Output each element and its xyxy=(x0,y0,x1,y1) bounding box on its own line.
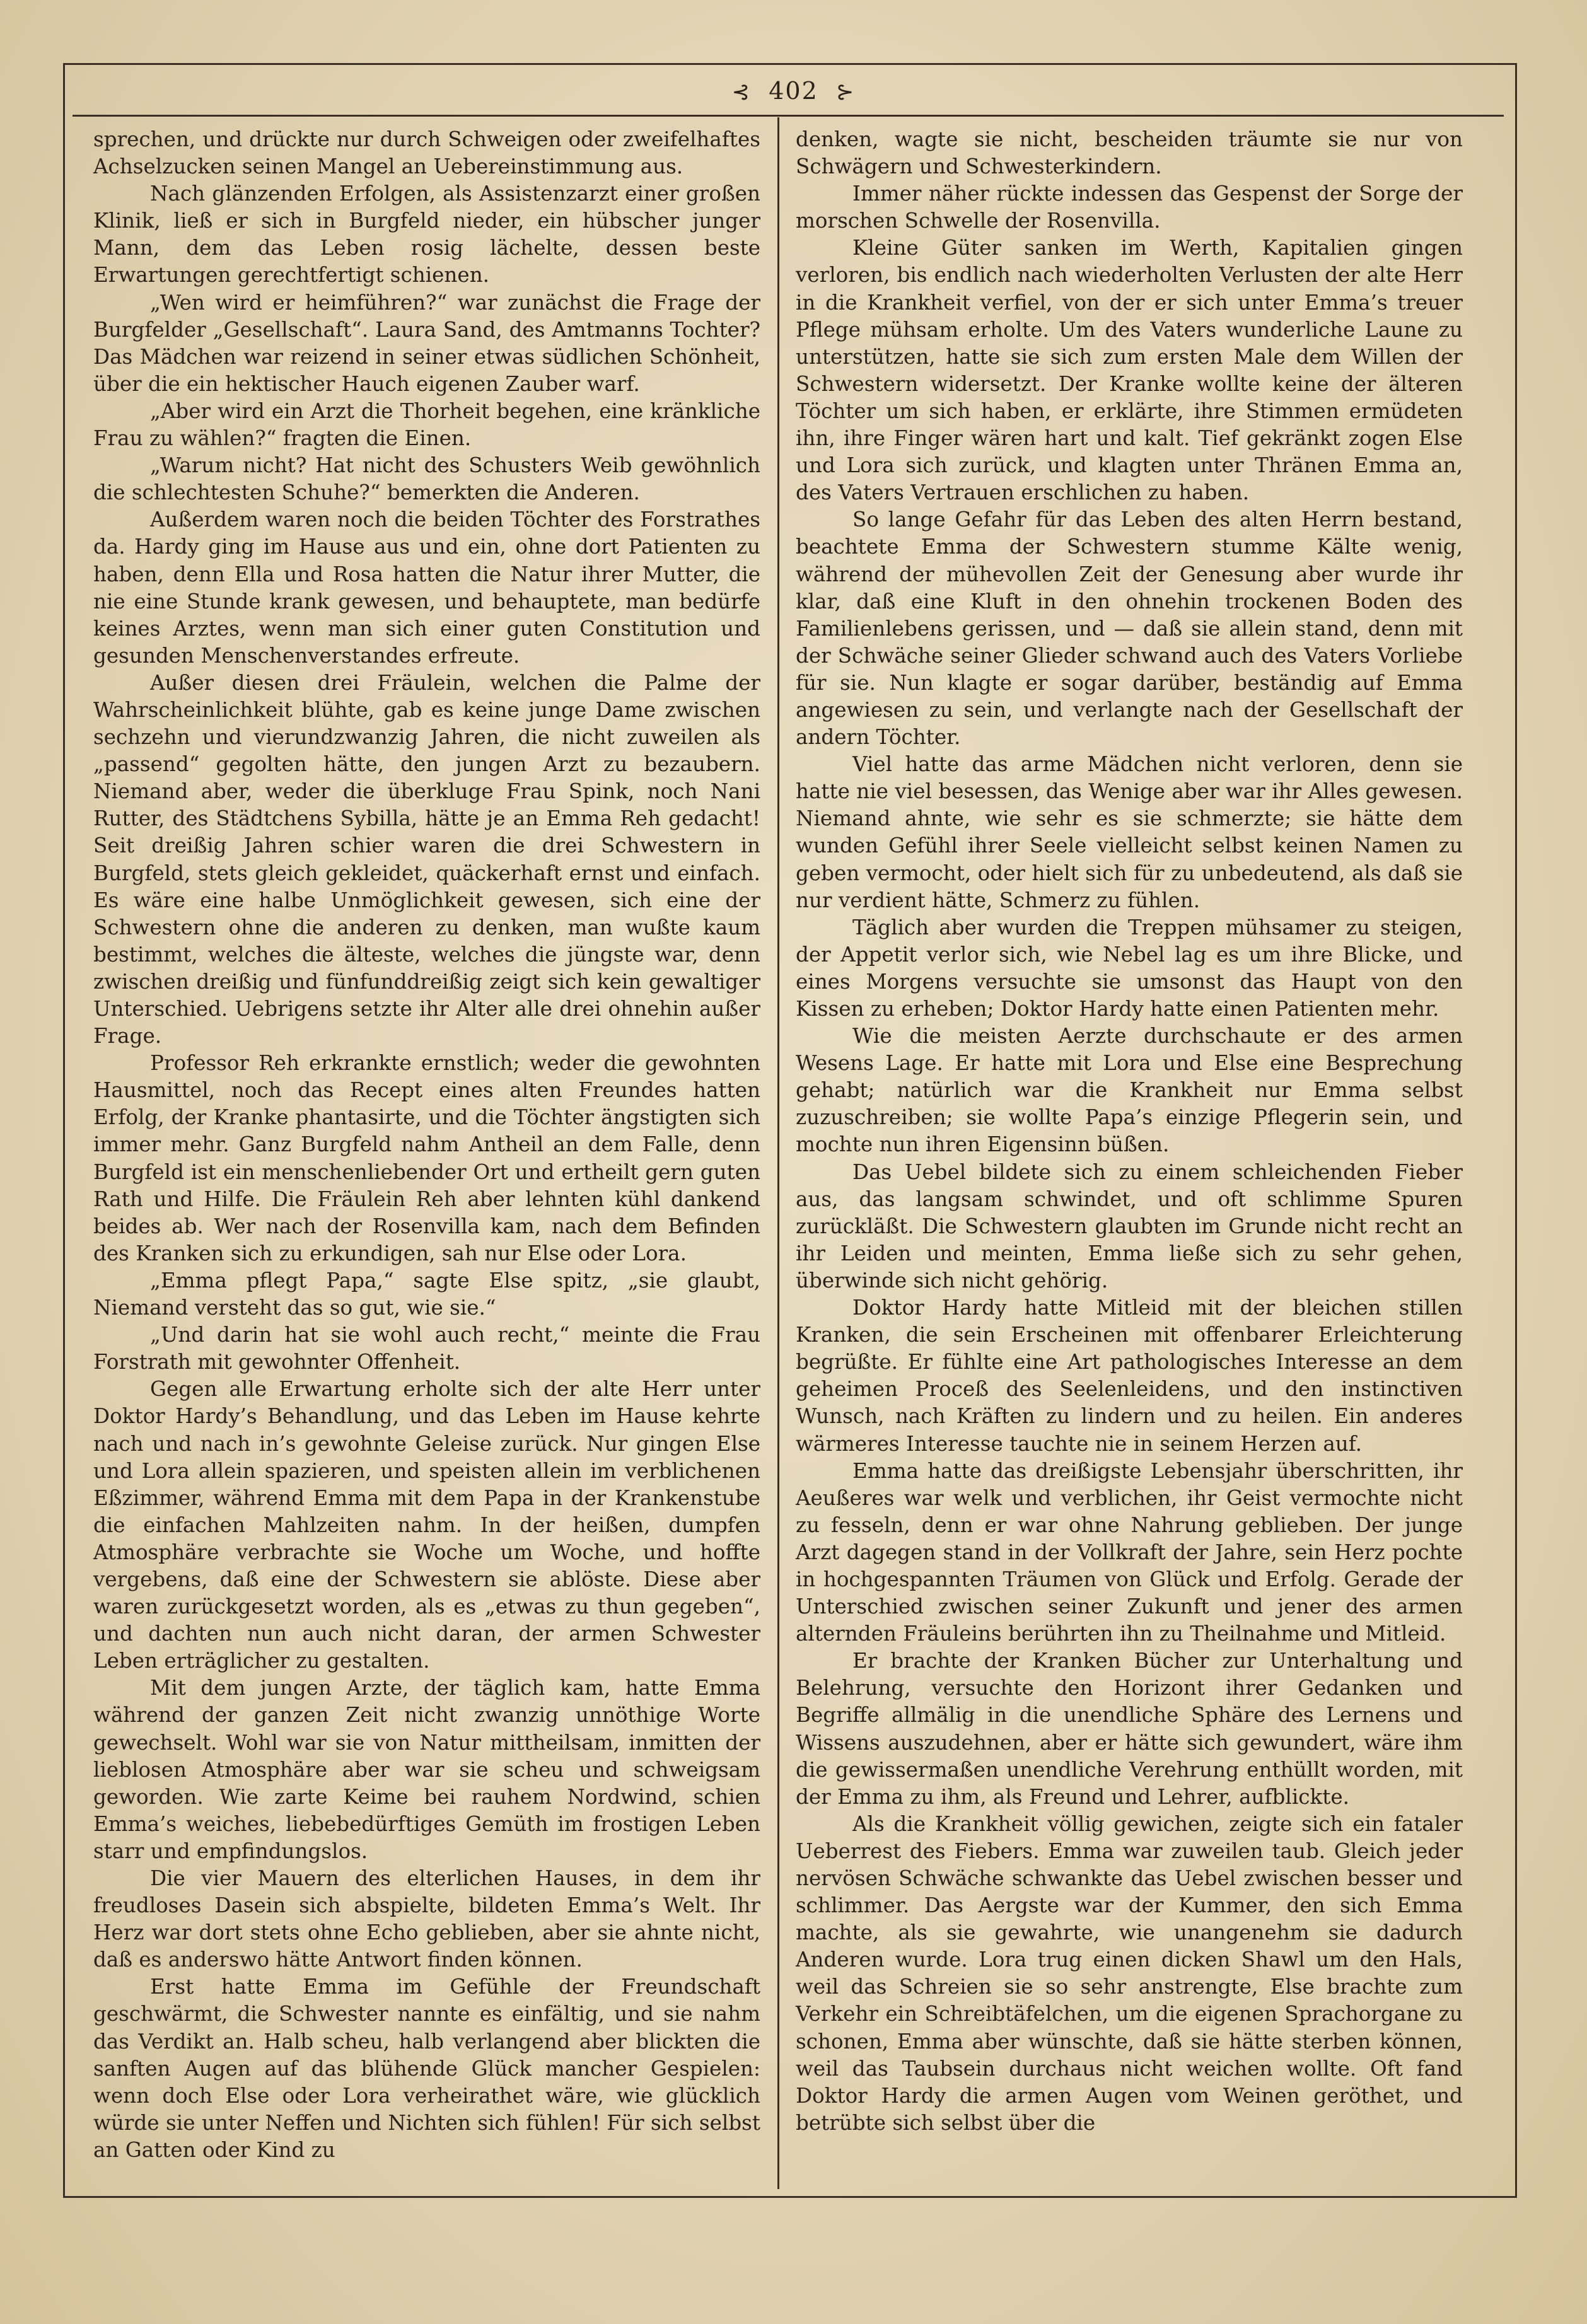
ornament-right: ⊱ xyxy=(835,79,856,105)
paragraph: Viel hatte das arme Mädchen nicht verloren, denn sie hatte nie viel besessen, das Wenige aber war ihr Alles gewesen. Niemand ahnte, wie sehr es sie schmerzte; sie hätte dem wunden Gefühl ihrer Seele vielleicht selbst keinen Namen zu geben vermocht, oder hielt sich für zu unbedeutend, als daß sie nur verdient hätte, Schmerz zu fühlen. xyxy=(796,752,1463,912)
paragraph: Doktor Hardy hatte Mitleid mit der bleichen stillen Kranken, die sein Erscheinen mit offenbarer Erleichterung begrüßte. Er fühlte eine Art pathologisches Interesse an dem geheimen Proceß des Seelenleidens, und den instinctiven Wunsch, nach Kräften zu lindern und zu heilen. Ein anderes wärmeres Interesse tauchte nie in seinem Herzen auf. xyxy=(796,1296,1463,1456)
column-divider xyxy=(777,117,779,2189)
paragraph: Professor Reh erkrankte ernstlich; weder die gewohnten Hausmittel, noch das Recept eines alten Freundes hatten Erfolg, der Kranke phantasirte, und die Töchter ängstigten sich immer mehr. Ganz Burgfeld nahm Antheil an dem Falle, denn Burgfeld ist ein menschenliebender Ort und ertheilt gern guten Rath und Hilfe. Die Fräulein Reh aber lehnten kühl dankend beides ab. Wer nach der Rosenvilla kam, nach dem Befinden des Kranken sich zu erkundigen, sah nur Else oder Lora. xyxy=(93,1051,760,1265)
paragraph: Er brachte der Kranken Bücher zur Unterhaltung und Belehrung, versuchte den Horizont ihrer Gedanken und Begriffe allmälig in die unendliche Sphäre des Lernens und Wissens auszudehnen, aber er hätte sich gewundert, wäre ihm die gewissermaßen unendliche Verehrung enthüllt worden, mit der Emma zu ihm, als Freund und Lehrer, aufblickte. xyxy=(796,1649,1463,1809)
paragraph: „Und darin hat sie wohl auch recht,“ meinte die Frau Forstrath mit gewohnter Offenheit. xyxy=(93,1323,760,1374)
page-number: 402 xyxy=(769,77,818,105)
paragraph: Immer näher rückte indessen das Gespenst der Sorge der morschen Schwelle der Rosenvilla. xyxy=(796,182,1463,233)
paragraph: „Warum nicht? Hat nicht des Schusters Weib gewöhnlich die schlechtesten Schuhe?“ bemerkten die Anderen. xyxy=(93,453,760,505)
page-header xyxy=(0,77,1587,105)
paragraph: Außer diesen drei Fräulein, welchen die Palme der Wahrscheinlichkeit blühte, gab es keine junge Dame zwischen sechzehn und vierundzwanzig Jahren, die nicht zuweilen als „passend“ gegolten hätte, den jungen Arzt zu bezaubern. Niemand aber, weder die überkluge Frau Spink, noch Nani Rutter, des Städtchens Sybilla, hätte je an Emma Reh gedacht! Seit dreißig Jahren schier waren die drei Schwestern in Burgfeld, stets gleich gekleidet, quäckerhaft ernst und einfach. Es wäre eine halbe Unmöglichkeit gewesen, sich eine der Schwestern ohne die anderen zu denken, man wußte kaum bestimmt, welches die älteste, welches die jüngste war, denn zwischen dreißig und fünfunddreißig zeigt sich kein gewaltiger Unterschied. Uebrigens setzte ihr Alter alle drei ohnehin außer Frage. xyxy=(93,670,760,1049)
paragraph: Emma hatte das dreißigste Lebensjahr überschritten, ihr Aeußeres war welk und verblichen, ihr Geist vermochte nicht zu fesseln, denn er war ohne Nahrung geblieben. Der junge Arzt dagegen stand in der Vollkraft der Jahre, sein Herz pochte in hochgespannten Träumen von Glück und Erfolg. Gerade der Unterschied zwischen seiner Zukunft und jener des armen alternden Fräuleins berührten ihn zu Theilnahme und Mitleid. xyxy=(796,1458,1463,1646)
header-rule xyxy=(73,115,1504,117)
paragraph: Die vier Mauern des elterlichen Hauses, in dem ihr freudloses Dasein sich abspielte, bildeten Emma’s Welt. Ihr Herz war dort stets ohne Echo geblieben, aber sie ahnte nicht, daß es anderswo hätte Antwort finden können. xyxy=(93,1866,760,1972)
paragraph: Erst hatte Emma im Gefühle der Freundschaft geschwärmt, die Schwester nannte es einfältig, und sie nahm das Verdikt an. Halb scheu, halb verlangend aber blickten die sanften Augen auf das blühende Glück mancher Gespielen: wenn doch Else oder Lora verheirathet wäre, wie glücklich würde sie unter Neffen und Nichten sich fühlen! Für sich selbst an Gatten oder Kind zu xyxy=(93,1975,760,2162)
paragraph: Täglich aber wurden die Treppen mühsamer zu steigen, der Appetit verlor sich, wie Nebel lag es um ihre Blicke, und eines Morgens versuchte sie umsonst das Haupt von den Kissen zu erheben; Doktor Hardy hatte einen Patienten mehr. xyxy=(796,915,1463,1021)
paragraph: sprechen, und drückte nur durch Schweigen oder zweifelhaftes Achselzucken seinen Mangel an Uebereinstimmung aus. xyxy=(93,127,760,179)
left-column xyxy=(93,126,760,2164)
ornament-left: ⊰ xyxy=(731,79,752,105)
paragraph: Als die Krankheit völlig gewichen, zeigte sich ein fataler Ueberrest des Fiebers. Emma war zuweilen taub. Gleich jeder nervösen Schwäche schwankte das Uebel zwischen besser und schlimmer. Das Aergste war der Kummer, den sich Emma machte, als sie gewahrte, wie unangenehm sie dadurch Anderen wurde. Lora trug einen dicken Shawl um den Hals, weil das Schreien sie so sehr anstrengte, Else brachte zum Verkehr ein Schreibtäfelchen, um die eigenen Sprachorgane zu schonen, Emma aber wünschte, daß sie hätte sterben können, weil das Taubsein durchaus nicht weichen wollte. Oft fand Doktor Hardy die armen Augen vom Weinen geröthet, und betrübte sich selbst über die xyxy=(796,1811,1463,2135)
paragraph: Nach glänzenden Erfolgen, als Assistenzarzt einer großen Klinik, ließ er sich in Burgfeld nieder, ein hübscher junger Mann, dem das Leben rosig lächelte, dessen beste Erwartungen gerechtfertigt schienen. xyxy=(93,182,760,288)
paragraph: „Aber wird ein Arzt die Thorheit begehen, eine kränkliche Frau zu wählen?“ fragten die Einen. xyxy=(93,398,760,451)
paragraph: „Emma pflegt Papa,“ sagte Else spitz, „sie glaubt, Niemand versteht das so gut, wie sie.“ xyxy=(93,1268,760,1320)
paragraph: Außerdem waren noch die beiden Töchter des Forstrathes da. Hardy ging im Hause aus und ein, ohne dort Patienten zu haben, denn Ella und Rosa hatten die Natur ihrer Mutter, die nie eine Stunde krank gewesen, und behauptete, man bedürfe keines Arztes, wenn man sich einer guten Constitution und gesunden Menschenverstandes erfreute. xyxy=(93,508,760,668)
paragraph: Mit dem jungen Arzte, der täglich kam, hatte Emma während der ganzen Zeit nicht zwanzig unnöthige Worte gewechselt. Wohl war sie von Natur mittheilsam, inmitten der lieblosen Atmosphäre aber war sie scheu und schweigsam geworden. Wie zarte Keime bei rauhem Nordwind, schien Emma’s weiches, liebebedürftiges Gemüth im frostigen Leben starr und empfindungslos. xyxy=(93,1676,760,1863)
paragraph: Wie die meisten Aerzte durchschaute er des armen Wesens Lage. Er hatte mit Lora und Else eine Besprechung gehabt; natürlich war die Krankheit nur Emma selbst zuzuschreiben; sie wollte Papa’s einzige Pflegerin sein, und mochte nun ihren Eigensinn büßen. xyxy=(796,1024,1463,1157)
paragraph: Gegen alle Erwartung erholte sich der alte Herr unter Doktor Hardy’s Behandlung, und das Leben im Hause kehrte nach und nach in’s gewohnte Geleise zurück. Nur gingen Else und Lora allein spazieren, und speisten allein im verblichenen Eßzimmer, während Emma mit dem Papa in der Krankenstube die einfachen Mahlzeiten nahm. In der heißen, dumpfen Atmosphäre verbrachte sie Woche um Woche, und hoffte vergebens, daß eine der Schwestern sie ablöste. Diese aber waren zurückgesetzt worden, als es „etwas zu thun gegeben“, und dachten nun auch nicht daran, der armen Schwester Leben erträglicher zu gestalten. xyxy=(93,1377,760,1673)
paragraph: So lange Gefahr für das Leben des alten Herrn bestand, beachtete Emma der Schwestern stumme Kälte wenig, während der mühevollen Zeit der Genesung aber wurde ihr klar, daß eine Kluft in den ohnehin trockenen Boden des Familienlebens gerissen, und — daß sie allein stand, denn mit der Schwäche seiner Glieder schwand auch des Vaters Vorliebe für sie. Nun klagte er sogar darüber, beständig auf Emma angewiesen zu sein, und verlangte nach der Gesellschaft der andern Töchter. xyxy=(796,508,1463,750)
right-column xyxy=(796,126,1463,2137)
paragraph: Kleine Güter sanken im Werth, Kapitalien gingen verloren, bis endlich nach wiederholten Verlusten der alte Herr in die Krankheit verfiel, von der er sich unter Emma’s treuer Pflege mühsam erholte. Um des Vaters wunderliche Laune zu unterstützen, hatte sie sich zum ersten Male dem Willen der Schwestern widersetzt. Der Kranke wollte keine der älteren Töchter um sich haben, er erklärte, ihre Stimmen ermüdeten ihn, ihre Finger wären hart und kalt. Tief gekränkt zogen Else und Lora sich zurück, und klagten unter Thränen Emma an, des Vaters Vertrauen erschlichen zu haben. xyxy=(796,236,1463,505)
paragraph: Das Uebel bildete sich zu einem schleichenden Fieber aus, das langsam schwindet, und oft schlimme Spuren zurückläßt. Die Schwestern glaubten im Grunde nicht recht an ihr Leiden und meinten, Emma ließe sich zu sehr gehen, überwinde sich nicht gehörig. xyxy=(796,1159,1463,1293)
paragraph: denken, wagte sie nicht, bescheiden träumte sie nur von Schwägern und Schwesterkindern. xyxy=(796,127,1463,179)
paragraph: „Wen wird er heimführen?“ war zunächst die Frage der Burgfelder „Gesellschaft“. Laura Sand, des Amtmanns Tochter? Das Mädchen war reizend in seiner etwas südlichen Schönheit, über die ein hektischer Hauch eigenen Zauber warf. xyxy=(93,290,760,396)
